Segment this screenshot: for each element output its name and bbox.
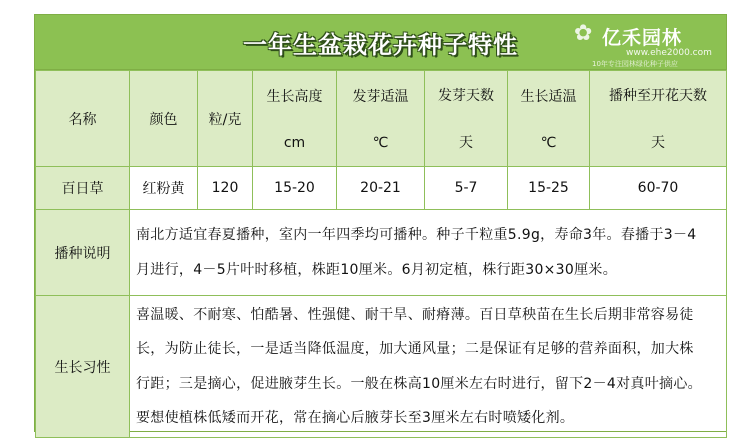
habit-text xyxy=(130,296,727,438)
header-bloom-days xyxy=(590,71,727,167)
header-germ-temp-unit: ℃ xyxy=(372,135,389,152)
header-height xyxy=(253,71,337,167)
cell-height: 15-20 xyxy=(253,167,337,210)
title-bar xyxy=(35,15,726,70)
habit-line: 要想使植株低矮而开花，常在摘心后腋芽长至3厘米左右时喷矮化剂。 xyxy=(136,409,575,426)
habit-line: 喜温暖、不耐寒、怕酷暑、性强健、耐干旱、耐瘠薄。百日草秧苗在生长后期非常容易徒 xyxy=(136,306,694,323)
watermark-name: 亿禾园林 xyxy=(602,27,683,49)
cell-grow-temp: 15-25 xyxy=(508,167,590,210)
header-germ-days-unit: 天 xyxy=(459,135,473,152)
header-grow-temp xyxy=(508,71,590,167)
watermark-slogan: 10年专注园林绿化种子供应 xyxy=(592,60,678,68)
sowing-text xyxy=(130,210,727,296)
cell-name: 百日草 xyxy=(36,167,130,210)
cell-per-gram: 120 xyxy=(198,167,253,210)
header-height-unit: cm xyxy=(283,135,306,152)
brand-watermark xyxy=(574,21,724,67)
cell-color: 红粉黄 xyxy=(130,167,198,210)
sowing-line: 月进行，4－5片叶时移植，株距10厘米。6月初定植，株行距30×30厘米。 xyxy=(136,261,617,278)
header-germ-days-label: 发芽天数 xyxy=(438,87,494,104)
header-germ-temp-label: 发芽适温 xyxy=(352,88,409,105)
habit-row xyxy=(36,296,727,438)
page-title: 一年生盆栽花卉种子特性 xyxy=(243,31,518,59)
habit-line: 长，为防止徒长，一是适当降低温度，加大通风量；二是保证有足够的营养面积，加大株 xyxy=(136,341,694,358)
sowing-row xyxy=(36,210,727,296)
header-germ-temp xyxy=(337,71,425,167)
table-row xyxy=(36,167,727,210)
header-grow-temp-label: 生长适温 xyxy=(520,88,577,105)
seed-info-sheet xyxy=(34,14,727,432)
cell-bloom-days: 60-70 xyxy=(590,167,727,210)
cell-germ-days: 5-7 xyxy=(425,167,508,210)
seed-table xyxy=(35,70,727,438)
sowing-line: 南北方适宜春夏播种，室内一年四季均可播种。种子千粒重5.9g，寿命3年。春播于3－4 xyxy=(136,227,697,244)
header-germ-days xyxy=(425,71,508,167)
watermark-url: www.ehe2000.com xyxy=(626,48,712,58)
flower-logo-icon: ✿ xyxy=(574,21,593,46)
header-color: 颜色 xyxy=(130,71,198,167)
table-header-row xyxy=(36,71,727,167)
header-grow-temp-unit: ℃ xyxy=(540,135,557,152)
header-bloom-days-unit: 天 xyxy=(651,135,665,152)
header-name: 名称 xyxy=(36,71,130,167)
cell-germ-temp: 20-21 xyxy=(337,167,425,210)
habit-label: 生长习性 xyxy=(36,296,130,438)
header-bloom-days-label: 播种至开花天数 xyxy=(609,87,707,104)
habit-line: 行距；三是摘心，促进腋芽生长。一般在株高10厘米左右时进行，留下2－4对真叶摘心。 xyxy=(136,375,702,392)
header-height-label: 生长高度 xyxy=(266,88,323,105)
header-per-gram: 粒/克 xyxy=(198,71,253,167)
sowing-label: 播种说明 xyxy=(36,210,130,296)
